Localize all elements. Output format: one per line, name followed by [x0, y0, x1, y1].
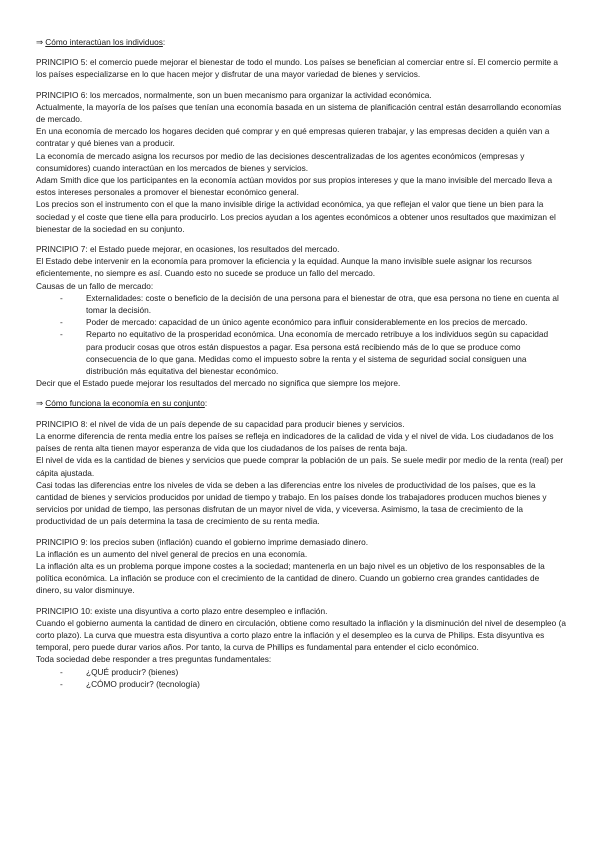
section-heading-text: Cómo interactúan los individuos: [45, 37, 163, 47]
list-item: [36, 328, 566, 377]
paragraph: Decir que el Estado puede mejorar los resultados del mercado no significa que siempre los mejore.: [36, 378, 401, 389]
list-item-text: Reparto no equitativo de la prosperidad económica. Una economía de mercado retribuye a los individuos según su capacidad para producir cosas que otros están dispuestos a pagar. Esa persona está recibiendo más de lo que se produce como consecuencia de lo que gana. Medidas como el impuesto sobre la renta y el sistema de seguridad social consiguen una distribución más equitativa del bienestar económico.: [86, 329, 549, 377]
paragraph: PRINCIPIO 10: existe una disyuntiva a corto plazo entre desempleo e inflación.: [36, 605, 328, 616]
list-item: [36, 666, 566, 678]
arrow-icon: ⇒: [36, 37, 43, 47]
paragraph: PRINCIPIO 8: el nivel de vida de un país depende de su capacidad para producir bienes y servicios.: [36, 418, 405, 429]
section-heading-suffix: :: [204, 398, 208, 409]
paragraph-gap: [36, 235, 566, 243]
section-heading-suffix: :: [162, 37, 166, 47]
list-item: [36, 292, 566, 316]
dash-marker: -: [60, 678, 63, 689]
paragraph: Toda sociedad debe responder a tres preguntas fundamentales:: [36, 654, 272, 665]
paragraph-gap: [36, 528, 566, 536]
paragraph: Causas de un fallo de mercado:: [36, 280, 154, 291]
paragraph: En una economía de mercado los hogares deciden qué comprar y en qué empresas quieren trabajar, y las empresas deciden a quién van a contratar y qué bienes van a producir.: [36, 126, 550, 149]
paragraph: Adam Smith dice que los participantes en la economía actúan movidos por sus propios intereses y que la mano invisible del mercado lleva a estos intereses personales a promover el bienestar económico general.: [36, 175, 553, 198]
dash-marker: -: [60, 666, 63, 677]
list-item-text: ¿CÓMO producir? (tecnología): [86, 678, 200, 689]
dash-marker: -: [60, 292, 63, 303]
paragraph: Actualmente, la mayoría de los países que tenían una economía basada en un sistema de planificación central están desarrollando economías de mercado.: [36, 101, 562, 125]
principle-block: [36, 243, 566, 389]
dash-marker: -: [60, 317, 63, 328]
paragraph: El nivel de vida es la cantidad de bienes y servicios que puede comprar la población de un país. Se suele medir por medio de la renta (real) per cápita ajustada.: [36, 455, 564, 478]
paragraph-gap: [36, 690, 566, 698]
paragraph: Casi todas las diferencias entre los niveles de vida se deben a las diferencias entre los niveles de productividad de los países, que es la cantidad de bienes y servicios producidos por unidad de tiempo y trabajo. En los países donde los trabajadores producen muchos bienes y servicios por unidad de tiempo, las personas disfrutan de un mayor nivel de vida, y viceversa. Asimismo, la tasa de crecimiento de la productividad de un país determina la tasa de crecimiento de su renta media.: [36, 479, 547, 527]
paragraph: El Estado debe intervenir en la economía para promover la eficiencia y la equidad. Aunque la mano invisible suele asignar los recursos eficientemente, no siempre es así. Cuando esto no sucede se produce un fallo del mercado.: [36, 256, 532, 279]
dash-marker: -: [60, 329, 63, 340]
paragraph: La enorme diferencia de renta media entre los países se refleja en indicadores de la calidad de vida y el nivel de vida. Los ciudadanos de los países de renta alta tienen mayor esperanza de vida que los ciudadanos de los países de renta baja.: [36, 430, 554, 454]
section-heading-text: Cómo funciona la economía en su conjunto: [45, 398, 205, 409]
paragraph-gap: [36, 48, 566, 56]
list-item-text: ¿QUÉ producir? (bienes): [86, 666, 179, 677]
paragraph: PRINCIPIO 6: los mercados, normalmente, son un buen mecanismo para organizar la actividad económica.: [36, 89, 432, 100]
paragraph-gap: [36, 81, 566, 89]
principle-block: [36, 56, 566, 80]
paragraph: PRINCIPIO 5: el comercio puede mejorar el bienestar de todo el mundo. Los países se benefician al comerciar entre sí. El comercio permite a los países especializarse en lo que hacen mejor y disfrutar de una mayor variedad de bienes y servicios.: [36, 57, 559, 80]
paragraph: La economía de mercado asigna los recursos por medio de las decisiones descentralizadas de los agentes económicos (empresas y consumidores) cuando interactúan en los mercados de bienes y servicios.: [36, 150, 525, 173]
paragraph: La inflación alta es un problema porque impone costes a la sociedad; mantenerla en un bajo nivel es un objetivo de los responsables de la política económica. La inflación se produce con el crecimiento de la cantidad de dinero. Cuando un gobierno crea grandes cantidades de dinero, su valor disminuye.: [36, 560, 545, 596]
principle-block: [36, 605, 566, 690]
principle-block: [36, 418, 566, 528]
paragraph-gap: [36, 389, 566, 397]
section-heading: [36, 397, 566, 409]
arrow-icon: ⇒: [36, 398, 43, 409]
list-item-text: Poder de mercado: capacidad de un único agente económico para influir considerablemente en los precios de mercado.: [86, 317, 528, 328]
list-item-text: Externalidades: coste o beneficio de la decisión de una persona para el bienestar de otra, que esa persona no tiene en cuenta al tomar la decisión.: [86, 292, 559, 316]
paragraph: Los precios son el instrumento con el que la mano invisible dirige la actividad económica, ya que reflejan el valor que tiene un bien para la sociedad y el coste que tiene ella para producirlo. Los precios ayudan a los agentes económicos a obtener unos resultados que maximizan el bienestar de la sociedad en su conjunto.: [36, 199, 556, 234]
paragraph-gap: [36, 597, 566, 605]
principle-block: [36, 536, 566, 597]
paragraph: La inflación es un aumento del nivel general de precios en una economía.: [36, 548, 308, 559]
principle-block: [36, 89, 566, 235]
bullet-list: [36, 292, 566, 377]
paragraph-gap: [36, 410, 566, 418]
paragraph: Cuando el gobierno aumenta la cantidad de dinero en circulación, obtiene como resultado la inflación y la disminución del nivel de desempleo (a corto plazo). La curva que muestra esta disyuntiva a corto plazo entre la inflación y el desempleo es la curva de Philips. Esta disyuntiva es temporal, pero puede durar varios años. Por tanto, la curva de Phillips es fundamental para entender el ciclo económico.: [36, 617, 566, 653]
list-item: [36, 678, 566, 690]
page-content: [36, 36, 566, 698]
paragraph: PRINCIPIO 9: los precios suben (inflación) cuando el gobierno imprime demasiado dinero.: [36, 536, 369, 547]
paragraph: PRINCIPIO 7: el Estado puede mejorar, en ocasiones, los resultados del mercado.: [36, 244, 340, 255]
section-heading: [36, 36, 566, 48]
list-item: [36, 316, 566, 328]
bullet-list: [36, 666, 566, 690]
